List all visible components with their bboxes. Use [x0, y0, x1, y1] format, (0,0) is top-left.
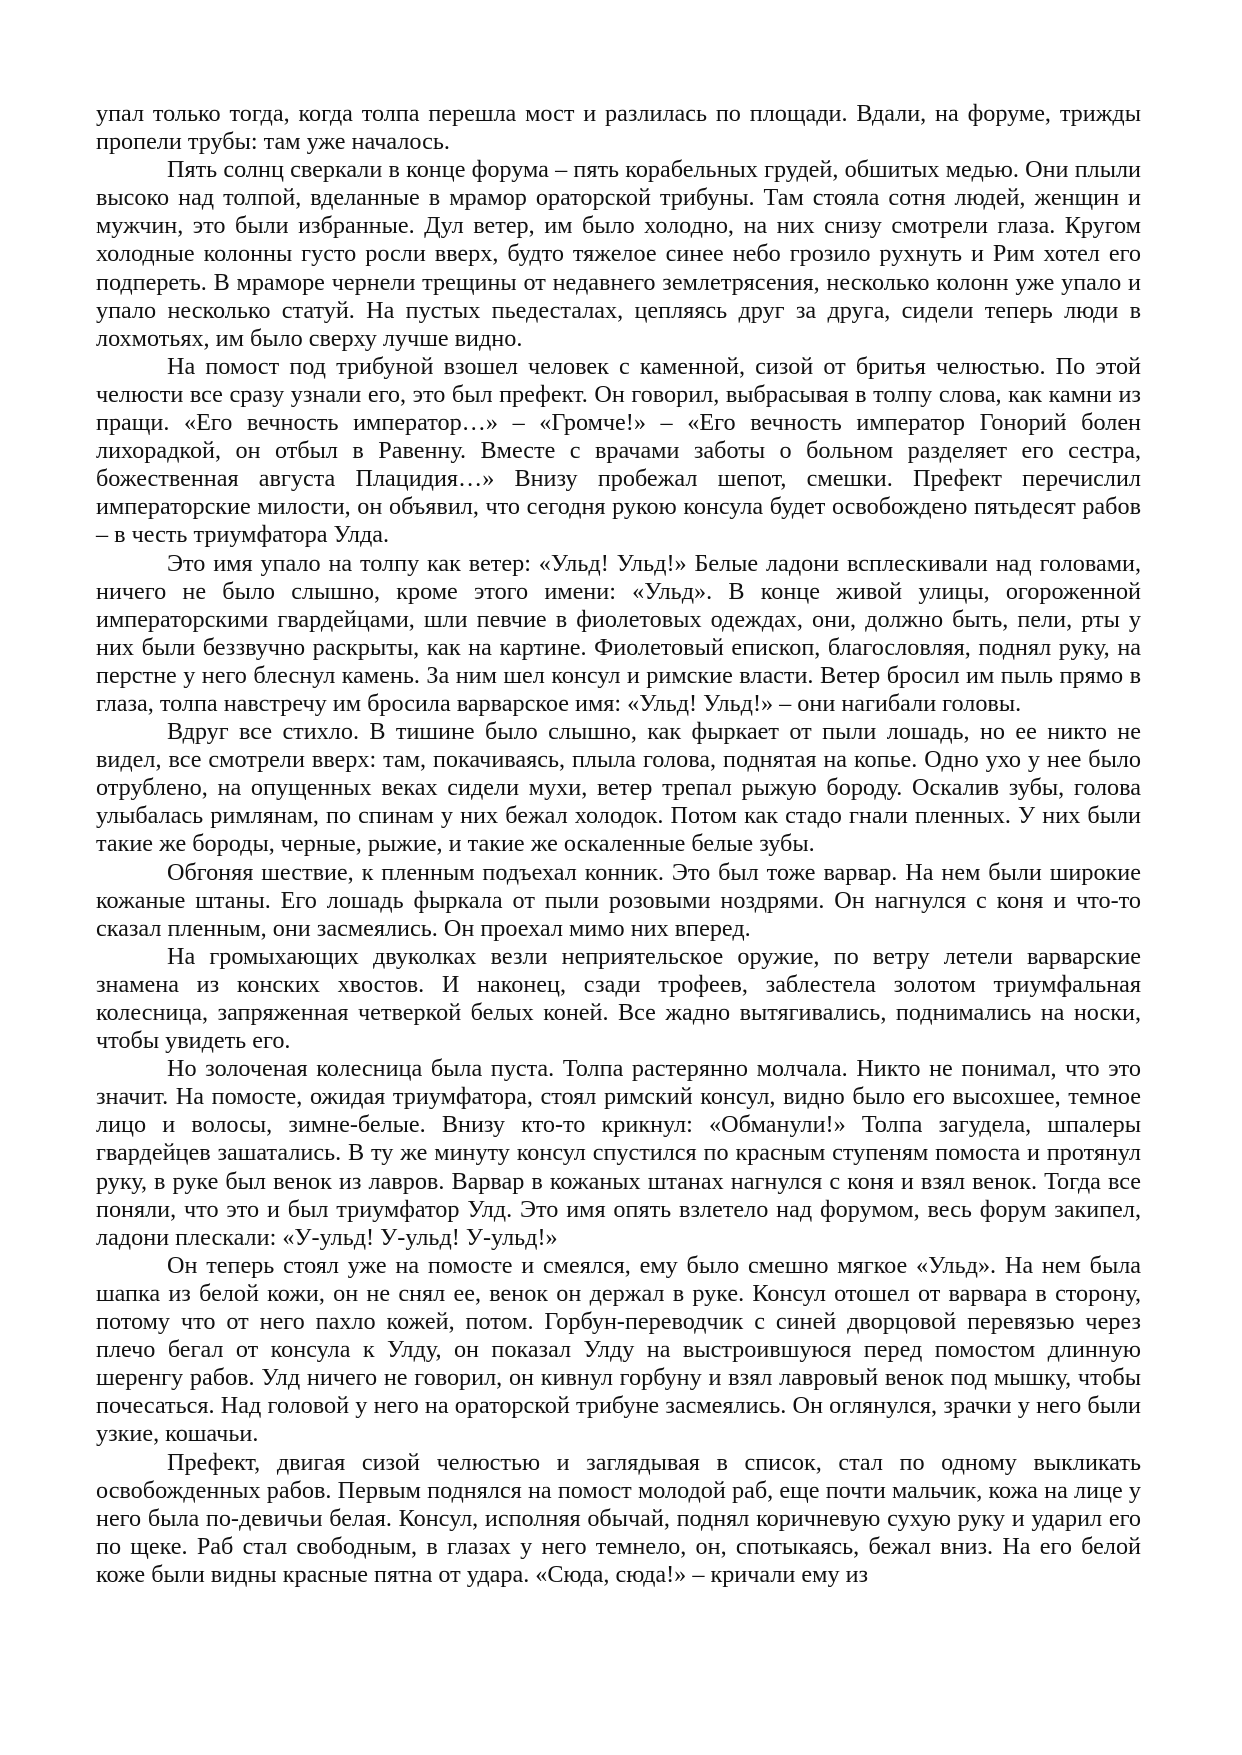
- paragraph-4: Это имя упало на толпу как ветер: «Ульд! Ульд!» Белые ладони всплескивали над головами, ничего не было слышно, кроме этого имени: «Ульд». В конце живой улицы, огороженной императорскими гвардейцами, шли певчие в фиолетовых одеждах, они, должно быть, пели, рты у них были беззвучно раскрыты, как на картине. Фиолетовый епископ, благословляя, поднял руку, на перстне у него блеснул камень. За ним шел консул и римские власти. Ветер бросил им пыль прямо в глаза, толпа навстречу им бросила варварское имя: «Ульд! Ульд!» – они нагибали головы.: [96, 549, 1141, 717]
- paragraph-10: Префект, двигая сизой челюстью и заглядывая в список, стал по одному выкликать освобожденных рабов. Первым поднялся на помост молодой раб, еще почти мальчик, кожа на лице у него была по-девичьи белая. Консул, исполняя обычай, поднял коричневую сухую руку и ударил его по щеке. Раб стал свободным, в глазах у него темнело, он, спотыкаясь, бежал вниз. На его белой коже были видны красные пятна от удара. «Сюда, сюда!» – кричали ему из: [96, 1448, 1141, 1588]
- paragraph-5: Вдруг все стихло. В тишине было слышно, как фыркает от пыли лошадь, но ее никто не видел, все смотрели вверх: там, покачиваясь, плыла голова, поднятая на копье. Одно ухо у нее было отрублено, на опущенных веках сидели мухи, ветер трепал рыжую бороду. Оскалив зубы, голова улыбалась римлянам, по спинам у них бежал холодок. Потом как стадо гнали пленных. У них были такие же бороды, черные, рыжие, и такие же оскаленные белые зубы.: [96, 718, 1141, 858]
- document-page: [96, 100, 1141, 1589]
- paragraph-6: Обгоняя шествие, к пленным подъехал конник. Это был тоже варвар. На нем были широкие кожаные штаны. Его лошадь фыркала от пыли розовыми ноздрями. Он нагнулся с коня и что-то сказал пленным, они засмеялись. Он проехал мимо них вперед.: [96, 858, 1141, 942]
- paragraph-9: Он теперь стоял уже на помосте и смеялся, ему было смешно мягкое «Ульд». На нем была шапка из белой кожи, он не снял ее, венок он держал в руке. Консул отошел от варвара в сторону, потому что от него пахло кожей, потом. Горбун-переводчик с синей дворцовой перевязью через плечо бегал от консула к Улду, он показал Улду на выстроившуюся перед помостом длинную шеренгу рабов. Улд ничего не говорил, он кивнул горбуну и взял лавровый венок под мышку, чтобы почесаться. Над головой у него на ораторской трибуне засмеялись. Он оглянулся, зрачки у него были узкие, кошачьи.: [96, 1251, 1141, 1448]
- paragraph-7: На громыхающих двуколках везли неприятельское оружие, по ветру летели варварские знамена из конских хвостов. И наконец, сзади трофеев, заблестела золотом триумфальная колесница, запряженная четверкой белых коней. Все жадно вытягивались, поднимались на носки, чтобы увидеть его.: [96, 942, 1141, 1055]
- paragraph-1: упал только тогда, когда толпа перешла мост и разлилась по площади. Вдали, на форуме, трижды пропели трубы: там уже началось.: [96, 100, 1141, 156]
- paragraph-2: Пять солнц сверкали в конце форума – пять корабельных грудей, обшитых медью. Они плыли высоко над толпой, вделанные в мрамор ораторской трибуны. Там стояла сотня людей, женщин и мужчин, это были избранные. Дул ветер, им было холодно, на них снизу смотрели глаза. Кругом холодные колонны густо росли вверх, будто тяжелое синее небо грозило рухнуть и Рим хотел его подпереть. В мраморе чернели трещины от недавнего землетрясения, несколько колонн уже упало и упало несколько статуй. На пустых пьедесталах, цепляясь друг за друга, сидели теперь люди в лохмотьях, им было сверху лучше видно.: [96, 156, 1141, 352]
- paragraph-8: Но золоченая колесница была пуста. Толпа растерянно молчала. Никто не понимал, что это значит. На помосте, ожидая триумфатора, стоял римский консул, видно было его высохшее, темное лицо и волосы, зимне-белые. Внизу кто-то крикнул: «Обманули!» Толпа загудела, шпалеры гвардейцев зашатались. В ту же минуту консул спустился по красным ступеням помоста и протянул руку, в руке был венок из лавров. Варвар в кожаных штанах нагнулся с коня и взял венок. Тогда все поняли, что это и был триумфатор Улд. Это имя опять взлетело над форумом, весь форум закипел, ладони плескали: «У-ульд! У-ульд! У-ульд!»: [96, 1055, 1141, 1251]
- paragraph-3: На помост под трибуной взошел человек с каменной, сизой от бритья челюстью. По этой челюсти все сразу узнали его, это был префект. Он говорил, выбрасывая в толпу слова, как камни из пращи. «Его вечность император…» – «Громче!» – «Его вечность император Гонорий болен лихорадкой, он отбыл в Равенну. Вместе с врачами заботы о больном разделяет его сестра, божественная августа Плацидия…» Внизу пробежал шепот, смешки. Префект перечислил императорские милости, он объявил, что сегодня рукою консула будет освобождено пятьдесят рабов – в честь триумфатора Улда.: [96, 352, 1141, 549]
